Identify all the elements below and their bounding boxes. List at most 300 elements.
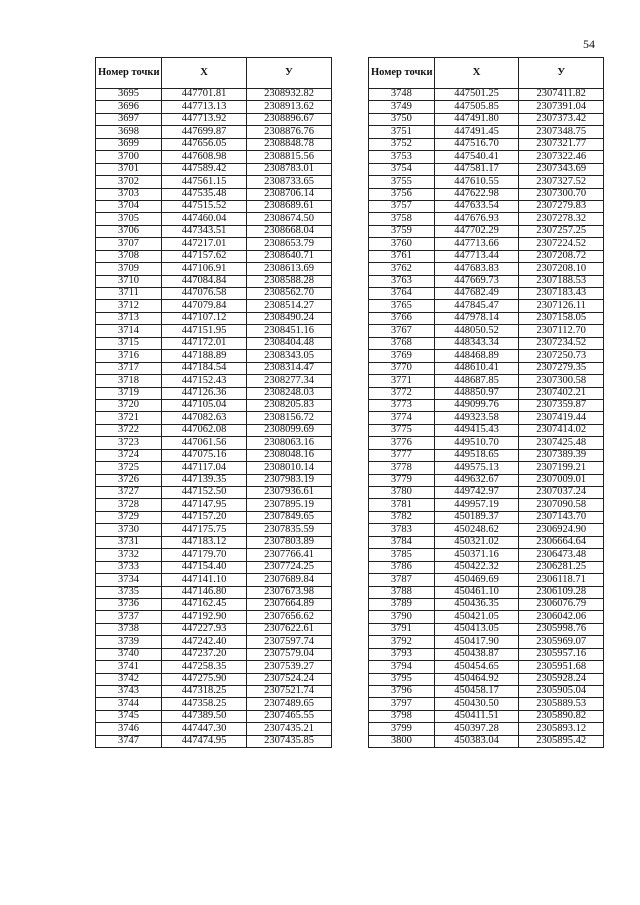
cell-x: 450189.37 bbox=[434, 511, 519, 523]
table-row bbox=[96, 375, 332, 387]
table-row bbox=[369, 487, 604, 499]
cell-point-number: 3742 bbox=[96, 673, 162, 685]
cell-y: 2305957.16 bbox=[519, 648, 604, 660]
cell-point-number: 3796 bbox=[369, 686, 435, 698]
header-x: Х bbox=[162, 58, 247, 89]
cell-point-number: 3715 bbox=[96, 337, 162, 349]
table-row bbox=[96, 586, 332, 598]
cell-point-number: 3779 bbox=[369, 474, 435, 486]
table-row bbox=[369, 213, 604, 225]
cell-x: 450436.35 bbox=[434, 598, 519, 610]
cell-y: 2307188.53 bbox=[519, 275, 604, 287]
cell-point-number: 3775 bbox=[369, 424, 435, 436]
table-row bbox=[96, 101, 332, 113]
cell-x: 447491.45 bbox=[434, 126, 519, 138]
cell-point-number: 3708 bbox=[96, 250, 162, 262]
cell-y: 2307257.25 bbox=[519, 225, 604, 237]
table-row bbox=[96, 275, 332, 287]
cell-y: 2307321.77 bbox=[519, 138, 604, 150]
cell-x: 447275.90 bbox=[162, 673, 247, 685]
cell-point-number: 3786 bbox=[369, 561, 435, 573]
cell-x: 447535.48 bbox=[162, 188, 247, 200]
cell-y: 2307359.87 bbox=[519, 399, 604, 411]
cell-y: 2305905.04 bbox=[519, 686, 604, 698]
table-row bbox=[96, 462, 332, 474]
table-row bbox=[96, 387, 332, 399]
table-row bbox=[369, 399, 604, 411]
cell-y: 2307414.02 bbox=[519, 424, 604, 436]
cell-point-number: 3794 bbox=[369, 661, 435, 673]
cell-y: 2308404.48 bbox=[247, 337, 332, 349]
cell-point-number: 3738 bbox=[96, 623, 162, 635]
cell-point-number: 3709 bbox=[96, 263, 162, 275]
cell-y: 2306109.28 bbox=[519, 586, 604, 598]
cell-point-number: 3752 bbox=[369, 138, 435, 150]
cell-x: 449518.65 bbox=[434, 449, 519, 461]
table-row bbox=[369, 723, 604, 735]
table-row bbox=[369, 176, 604, 188]
cell-y: 2307689.84 bbox=[247, 574, 332, 586]
cell-y: 2307402.21 bbox=[519, 387, 604, 399]
cell-y: 2307579.04 bbox=[247, 648, 332, 660]
table-row bbox=[369, 263, 604, 275]
cell-point-number: 3734 bbox=[96, 574, 162, 586]
cell-y: 2308562.70 bbox=[247, 288, 332, 300]
cell-x: 447561.15 bbox=[162, 176, 247, 188]
table-row bbox=[369, 188, 604, 200]
cell-y: 2308848.78 bbox=[247, 138, 332, 150]
cell-point-number: 3763 bbox=[369, 275, 435, 287]
table-row bbox=[96, 549, 332, 561]
cell-point-number: 3756 bbox=[369, 188, 435, 200]
cell-point-number: 3748 bbox=[369, 89, 435, 101]
cell-point-number: 3785 bbox=[369, 549, 435, 561]
cell-x: 447713.66 bbox=[434, 238, 519, 250]
table-row bbox=[369, 698, 604, 710]
table-row bbox=[96, 437, 332, 449]
table-row bbox=[96, 536, 332, 548]
table-body-right bbox=[369, 89, 604, 748]
table-row bbox=[369, 200, 604, 212]
table-row bbox=[96, 598, 332, 610]
cell-x: 450397.28 bbox=[434, 723, 519, 735]
cell-x: 450438.87 bbox=[434, 648, 519, 660]
table-row bbox=[369, 673, 604, 685]
cell-point-number: 3787 bbox=[369, 574, 435, 586]
cell-point-number: 3729 bbox=[96, 511, 162, 523]
cell-x: 447515.52 bbox=[162, 200, 247, 212]
cell-point-number: 3758 bbox=[369, 213, 435, 225]
table-row bbox=[96, 474, 332, 486]
cell-point-number: 3740 bbox=[96, 648, 162, 660]
cell-y: 2307322.46 bbox=[519, 151, 604, 163]
cell-x: 450458.17 bbox=[434, 686, 519, 698]
cell-y: 2308613.69 bbox=[247, 263, 332, 275]
cell-point-number: 3723 bbox=[96, 437, 162, 449]
cell-x: 447151.95 bbox=[162, 325, 247, 337]
cell-y: 2308314.47 bbox=[247, 362, 332, 374]
cell-x: 447343.51 bbox=[162, 225, 247, 237]
table-row bbox=[369, 113, 604, 125]
table-row bbox=[369, 337, 604, 349]
cell-point-number: 3714 bbox=[96, 325, 162, 337]
cell-point-number: 3725 bbox=[96, 462, 162, 474]
cell-y: 2307656.62 bbox=[247, 611, 332, 623]
table-row bbox=[96, 686, 332, 698]
cell-x: 447227.93 bbox=[162, 623, 247, 635]
cell-point-number: 3747 bbox=[96, 735, 162, 747]
table-row bbox=[369, 101, 604, 113]
table-row bbox=[369, 225, 604, 237]
cell-point-number: 3700 bbox=[96, 151, 162, 163]
cell-y: 2308588.28 bbox=[247, 275, 332, 287]
cell-point-number: 3736 bbox=[96, 598, 162, 610]
cell-x: 447105.04 bbox=[162, 399, 247, 411]
table-row bbox=[96, 487, 332, 499]
cell-x: 447152.50 bbox=[162, 487, 247, 499]
cell-x: 450371.16 bbox=[434, 549, 519, 561]
cell-y: 2307009.01 bbox=[519, 474, 604, 486]
cell-x: 450464.92 bbox=[434, 673, 519, 685]
cell-y: 2308277.34 bbox=[247, 375, 332, 387]
cell-y: 2307895.19 bbox=[247, 499, 332, 511]
cell-point-number: 3765 bbox=[369, 300, 435, 312]
cell-y: 2307112.70 bbox=[519, 325, 604, 337]
table-row bbox=[96, 723, 332, 735]
header-point-number: Номер точки bbox=[96, 58, 162, 89]
table-row bbox=[96, 126, 332, 138]
cell-point-number: 3716 bbox=[96, 350, 162, 362]
cell-point-number: 3792 bbox=[369, 636, 435, 648]
cell-y: 2308783.01 bbox=[247, 163, 332, 175]
table-row bbox=[96, 89, 332, 101]
cell-point-number: 3778 bbox=[369, 462, 435, 474]
cell-point-number: 3711 bbox=[96, 288, 162, 300]
table-row bbox=[369, 623, 604, 635]
cell-y: 2307143.70 bbox=[519, 511, 604, 523]
cell-y: 2305951.68 bbox=[519, 661, 604, 673]
table-row bbox=[369, 462, 604, 474]
table-row bbox=[369, 574, 604, 586]
table-row bbox=[96, 611, 332, 623]
cell-x: 447505.85 bbox=[434, 101, 519, 113]
cell-point-number: 3799 bbox=[369, 723, 435, 735]
table-row bbox=[369, 275, 604, 287]
table-row bbox=[96, 735, 332, 747]
table-row bbox=[96, 312, 332, 324]
cell-point-number: 3702 bbox=[96, 176, 162, 188]
cell-y: 2306664.64 bbox=[519, 536, 604, 548]
cell-y: 2308932.82 bbox=[247, 89, 332, 101]
table-row bbox=[369, 350, 604, 362]
table-row bbox=[369, 536, 604, 548]
cell-point-number: 3780 bbox=[369, 487, 435, 499]
cell-point-number: 3770 bbox=[369, 362, 435, 374]
table-row bbox=[369, 648, 604, 660]
table-row bbox=[369, 586, 604, 598]
cell-point-number: 3728 bbox=[96, 499, 162, 511]
table-row bbox=[96, 623, 332, 635]
cell-point-number: 3768 bbox=[369, 337, 435, 349]
cell-x: 447540.41 bbox=[434, 151, 519, 163]
table-row bbox=[369, 735, 604, 747]
cell-point-number: 3790 bbox=[369, 611, 435, 623]
cell-point-number: 3746 bbox=[96, 723, 162, 735]
table-body-left bbox=[96, 89, 332, 748]
cell-x: 447152.43 bbox=[162, 375, 247, 387]
cell-x: 447501.25 bbox=[434, 89, 519, 101]
cell-x: 447079.84 bbox=[162, 300, 247, 312]
cell-x: 450411.51 bbox=[434, 710, 519, 722]
cell-y: 2307936.61 bbox=[247, 487, 332, 499]
cell-point-number: 3707 bbox=[96, 238, 162, 250]
cell-y: 2307208.10 bbox=[519, 263, 604, 275]
cell-x: 449323.58 bbox=[434, 412, 519, 424]
cell-x: 447358.25 bbox=[162, 698, 247, 710]
cell-y: 2307327.52 bbox=[519, 176, 604, 188]
cell-point-number: 3744 bbox=[96, 698, 162, 710]
cell-x: 448687.85 bbox=[434, 375, 519, 387]
cell-x: 447061.56 bbox=[162, 437, 247, 449]
cell-x: 447258.35 bbox=[162, 661, 247, 673]
cell-x: 447702.29 bbox=[434, 225, 519, 237]
table-row bbox=[369, 499, 604, 511]
table-header-row bbox=[369, 58, 604, 89]
cell-point-number: 3698 bbox=[96, 126, 162, 138]
table-row bbox=[96, 412, 332, 424]
cell-x: 447682.49 bbox=[434, 288, 519, 300]
table-row bbox=[96, 288, 332, 300]
cell-x: 449415.43 bbox=[434, 424, 519, 436]
cell-y: 2307208.72 bbox=[519, 250, 604, 262]
cell-y: 2307411.82 bbox=[519, 89, 604, 101]
cell-point-number: 3777 bbox=[369, 449, 435, 461]
cell-y: 2305998.76 bbox=[519, 623, 604, 635]
cell-y: 2307300.58 bbox=[519, 375, 604, 387]
cell-y: 2308674.50 bbox=[247, 213, 332, 225]
cell-x: 447154.40 bbox=[162, 561, 247, 573]
table-row bbox=[369, 710, 604, 722]
cell-x: 447183.12 bbox=[162, 536, 247, 548]
table-row bbox=[369, 636, 604, 648]
cell-x: 447676.93 bbox=[434, 213, 519, 225]
cell-y: 2305969.07 bbox=[519, 636, 604, 648]
cell-y: 2307597.74 bbox=[247, 636, 332, 648]
cell-point-number: 3745 bbox=[96, 710, 162, 722]
cell-x: 447139.35 bbox=[162, 474, 247, 486]
cell-x: 450454.65 bbox=[434, 661, 519, 673]
cell-x: 447157.20 bbox=[162, 511, 247, 523]
cell-x: 447217.01 bbox=[162, 238, 247, 250]
cell-x: 450248.62 bbox=[434, 524, 519, 536]
cell-point-number: 3731 bbox=[96, 536, 162, 548]
cell-x: 447075.16 bbox=[162, 449, 247, 461]
cell-point-number: 3703 bbox=[96, 188, 162, 200]
table-row bbox=[96, 574, 332, 586]
table-row bbox=[96, 350, 332, 362]
cell-x: 447460.04 bbox=[162, 213, 247, 225]
cell-x: 448343.34 bbox=[434, 337, 519, 349]
cell-point-number: 3741 bbox=[96, 661, 162, 673]
cell-x: 447237.20 bbox=[162, 648, 247, 660]
cell-x: 447491.80 bbox=[434, 113, 519, 125]
cell-y: 2308205.83 bbox=[247, 399, 332, 411]
cell-point-number: 3726 bbox=[96, 474, 162, 486]
cell-y: 2307158.05 bbox=[519, 312, 604, 324]
table-row bbox=[369, 661, 604, 673]
table-row bbox=[96, 561, 332, 573]
cell-y: 2308514.27 bbox=[247, 300, 332, 312]
cell-point-number: 3721 bbox=[96, 412, 162, 424]
cell-x: 447179.70 bbox=[162, 549, 247, 561]
cell-y: 2306042.06 bbox=[519, 611, 604, 623]
cell-x: 449632.67 bbox=[434, 474, 519, 486]
cell-y: 2306281.25 bbox=[519, 561, 604, 573]
cell-point-number: 3757 bbox=[369, 200, 435, 212]
cell-y: 2308706.14 bbox=[247, 188, 332, 200]
cell-x: 447713.92 bbox=[162, 113, 247, 125]
cell-point-number: 3719 bbox=[96, 387, 162, 399]
cell-point-number: 3769 bbox=[369, 350, 435, 362]
cell-point-number: 3705 bbox=[96, 213, 162, 225]
cell-y: 2307224.52 bbox=[519, 238, 604, 250]
cell-x: 447713.44 bbox=[434, 250, 519, 262]
table-row bbox=[96, 213, 332, 225]
table-row bbox=[369, 449, 604, 461]
table-row bbox=[369, 611, 604, 623]
cell-y: 2306473.48 bbox=[519, 549, 604, 561]
cell-y: 2305928.24 bbox=[519, 673, 604, 685]
cell-x: 450383.04 bbox=[434, 735, 519, 747]
table-row bbox=[369, 424, 604, 436]
cell-point-number: 3759 bbox=[369, 225, 435, 237]
cell-y: 2307724.25 bbox=[247, 561, 332, 573]
cell-y: 2308063.16 bbox=[247, 437, 332, 449]
cell-y: 2307300.70 bbox=[519, 188, 604, 200]
table-row bbox=[96, 673, 332, 685]
cell-y: 2305890.82 bbox=[519, 710, 604, 722]
cell-y: 2307234.52 bbox=[519, 337, 604, 349]
table-row bbox=[369, 437, 604, 449]
table-row bbox=[96, 138, 332, 150]
table-row bbox=[369, 126, 604, 138]
cell-x: 447318.25 bbox=[162, 686, 247, 698]
cell-y: 2308156.72 bbox=[247, 412, 332, 424]
cell-point-number: 3767 bbox=[369, 325, 435, 337]
cell-x: 449957.19 bbox=[434, 499, 519, 511]
cell-x: 447106.91 bbox=[162, 263, 247, 275]
cell-point-number: 3793 bbox=[369, 648, 435, 660]
cell-x: 448468.89 bbox=[434, 350, 519, 362]
cell-x: 450461.10 bbox=[434, 586, 519, 598]
table-row bbox=[369, 163, 604, 175]
cell-y: 2308048.16 bbox=[247, 449, 332, 461]
cell-x: 448850.97 bbox=[434, 387, 519, 399]
cell-point-number: 3760 bbox=[369, 238, 435, 250]
table-row bbox=[96, 648, 332, 660]
cell-y: 2307465.55 bbox=[247, 710, 332, 722]
cell-x: 450321.02 bbox=[434, 536, 519, 548]
cell-y: 2307391.04 bbox=[519, 101, 604, 113]
cell-x: 447610.55 bbox=[434, 176, 519, 188]
cell-y: 2307199.21 bbox=[519, 462, 604, 474]
table-row bbox=[96, 250, 332, 262]
cell-point-number: 3762 bbox=[369, 263, 435, 275]
cell-y: 2307524.24 bbox=[247, 673, 332, 685]
cell-point-number: 3788 bbox=[369, 586, 435, 598]
cell-point-number: 3697 bbox=[96, 113, 162, 125]
cell-y: 2305889.53 bbox=[519, 698, 604, 710]
table-row bbox=[369, 312, 604, 324]
cell-point-number: 3706 bbox=[96, 225, 162, 237]
table-row bbox=[369, 375, 604, 387]
table-row bbox=[96, 300, 332, 312]
cell-y: 2307126.11 bbox=[519, 300, 604, 312]
table-row bbox=[369, 549, 604, 561]
cell-point-number: 3782 bbox=[369, 511, 435, 523]
cell-x: 450430.50 bbox=[434, 698, 519, 710]
table-row bbox=[96, 399, 332, 411]
cell-y: 2307803.89 bbox=[247, 536, 332, 548]
cell-point-number: 3724 bbox=[96, 449, 162, 461]
cell-point-number: 3735 bbox=[96, 586, 162, 598]
cell-y: 2308099.69 bbox=[247, 424, 332, 436]
cell-point-number: 3722 bbox=[96, 424, 162, 436]
cell-point-number: 3730 bbox=[96, 524, 162, 536]
table-row bbox=[96, 163, 332, 175]
cell-x: 450421.05 bbox=[434, 611, 519, 623]
cell-y: 2307849.65 bbox=[247, 511, 332, 523]
cell-point-number: 3751 bbox=[369, 126, 435, 138]
cell-x: 447581.17 bbox=[434, 163, 519, 175]
cell-point-number: 3797 bbox=[369, 698, 435, 710]
cell-point-number: 3795 bbox=[369, 673, 435, 685]
header-y: У bbox=[247, 58, 332, 89]
cell-x: 447242.40 bbox=[162, 636, 247, 648]
table-row bbox=[369, 511, 604, 523]
cell-x: 447084.84 bbox=[162, 275, 247, 287]
cell-y: 2308451.16 bbox=[247, 325, 332, 337]
cell-x: 447699.87 bbox=[162, 126, 247, 138]
table-row bbox=[96, 325, 332, 337]
cell-x: 450469.69 bbox=[434, 574, 519, 586]
table-row bbox=[96, 499, 332, 511]
cell-x: 447669.73 bbox=[434, 275, 519, 287]
cell-x: 447184.54 bbox=[162, 362, 247, 374]
cell-x: 447126.36 bbox=[162, 387, 247, 399]
cell-y: 2307279.35 bbox=[519, 362, 604, 374]
cell-x: 447516.70 bbox=[434, 138, 519, 150]
cell-y: 2307489.65 bbox=[247, 698, 332, 710]
cell-x: 447683.83 bbox=[434, 263, 519, 275]
cell-y: 2308689.61 bbox=[247, 200, 332, 212]
cell-point-number: 3737 bbox=[96, 611, 162, 623]
cell-x: 447117.04 bbox=[162, 462, 247, 474]
cell-x: 447622.98 bbox=[434, 188, 519, 200]
cell-y: 2307389.39 bbox=[519, 449, 604, 461]
cell-y: 2307983.19 bbox=[247, 474, 332, 486]
table-row bbox=[96, 511, 332, 523]
cell-point-number: 3766 bbox=[369, 312, 435, 324]
cell-y: 2307539.27 bbox=[247, 661, 332, 673]
cell-y: 2307278.32 bbox=[519, 213, 604, 225]
table-row bbox=[369, 387, 604, 399]
table-row bbox=[96, 698, 332, 710]
cell-x: 447162.45 bbox=[162, 598, 247, 610]
cell-point-number: 3717 bbox=[96, 362, 162, 374]
cell-y: 2308640.71 bbox=[247, 250, 332, 262]
cell-point-number: 3781 bbox=[369, 499, 435, 511]
